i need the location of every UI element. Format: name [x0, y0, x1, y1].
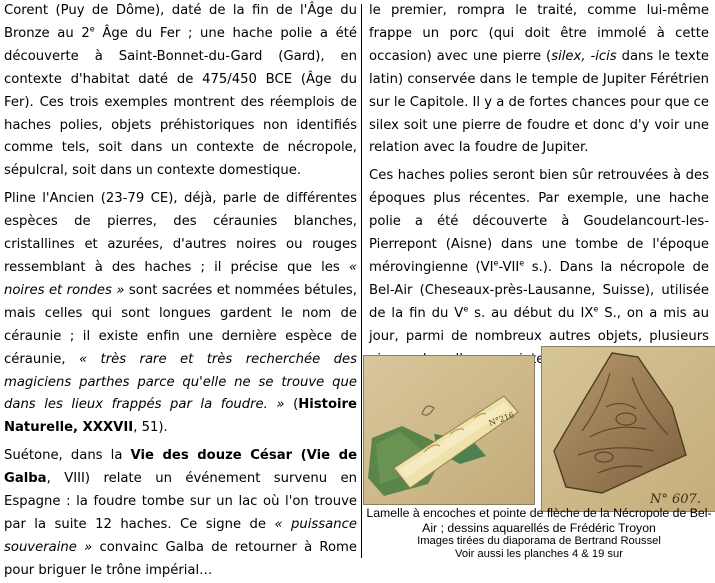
- caption-see-also: Voir aussi les planches 4 & 19 sur: [455, 548, 623, 560]
- arrowhead-label: N° 607.: [650, 492, 701, 507]
- left-column: [4, 0, 357, 583]
- figure: [363, 346, 715, 560]
- paragraph-pline: Pline l'Ancien (23-79 CE), déjà, parle de différentes espèces de pierres, des céraunies blanches, cristallines et azurées, d'autres noires ou rouges ressemblant à des haches ; il précise que les « noires et rondes » sont sacrées et nommées bétules, mais celles qui sont longues gardent le nom de céraunie ; il existe enfin une dernière espèce de céraunie, « très rare et très recherchée des magiciens parthes parce qu'elle ne se trouve que dans les lieux frappés par la foudre. » (Histoire Naturelle, XXXVII, 51).: [4, 191, 358, 436]
- right-column: [369, 0, 709, 372]
- lamelle-label: N°216: [487, 410, 516, 428]
- paragraph-haches: Ces haches polies seront bien sûr retrouvées à des époques plus récentes. Par exemple, une hache polie a été découverte à Goudelancourt-les-Pierrepont (Aisne) dans une tombe de l'époque mérovingienne (VIe-VIIe s.). Dans la nécropole de Bel-Air (Cheseaux-près-Lausanne, Suisse), utilisée de la fin du Ve s. au début du IXe S., on a mis au jour, parmi de nombreux autres objets, plusieurs: [369, 168, 709, 344]
- paragraph: le premier, rompra le traité, comme lui-même frappe un porc (qui doit être immolé à cette occasion) avec une pierre (silex, -icis dans le texte latin) conservée dans le temple de Jupiter Férétrien sur le Capitole. Il y a de fortes chances pour que ce silex soit une pierre de foudre et donc d'y voir une relation avec la foudre de Jupiter.: [369, 3, 709, 156]
- arrowhead-watercolor-image: [541, 346, 715, 512]
- caption-main: Lamelle à encoches et pointe de flèche de la Nécropole de Bel-Air ; dessins aquarellés de Frédéric Troyon: [366, 506, 712, 535]
- caption-credit: Images tirées du diaporama de Bertrand Roussel: [417, 535, 661, 547]
- arrowhead-drawing: [542, 347, 715, 511]
- paragraph: Corent (Puy de Dôme), daté de la fin de l'Âge du Bronze au 2e Âge du Fer ; une hache polie a été découverte à Saint-Bonnet-du-Gard (Gard), en contexte d'habitat daté de 475/450 BCE (Âge du Fer). Ces trois exemples montrent des réemplois de haches polies, objets préhistoriques non identifiés comme tels, soit dans un contexte de nécropole, sépulcral, soit dans un contexte domestique.: [4, 3, 357, 179]
- lamelle-watercolor-image: [363, 355, 535, 505]
- figure-caption: [363, 506, 715, 561]
- column-divider: [361, 4, 362, 558]
- lamelle-drawing: [364, 356, 534, 504]
- paragraph-suetone: Suétone, dans la Vie des douze César (Vie de Galba, VIII) relate un événement survenu en Espagne : la foudre tombe sur un lac où l'on trouve par la suite 12 haches. Ce signe de « puissance souveraine » convainc Galba de retourner à Rome pour briguer le trône impérial…: [4, 448, 358, 578]
